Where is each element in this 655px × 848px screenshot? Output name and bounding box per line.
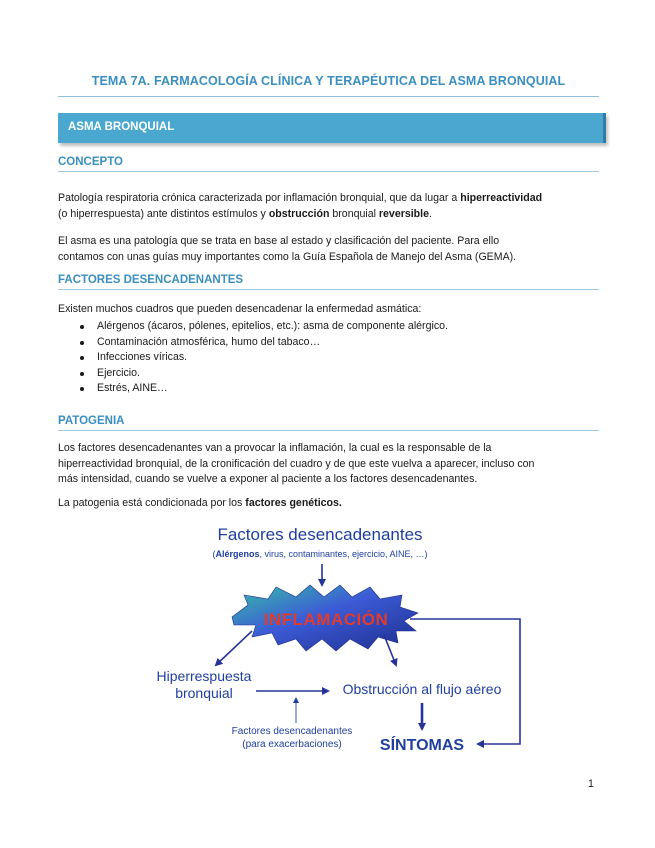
text-run: (	[212, 549, 216, 559]
diagram-top-title: Factores desencadenantes	[217, 525, 423, 544]
factores-intro: Existen muchos cuadros que pueden desencadenar la enfermedad asmática:	[58, 303, 422, 315]
text-run: , virus, contaminantes, ejercicio, AINE, …	[259, 549, 425, 559]
patogenia-paragraph-1	[58, 441, 599, 488]
patogenia-heading: PATOGENIA	[58, 415, 599, 431]
concepto-p1-line-1	[58, 191, 599, 207]
concepto-p2-line-2: contamos con unas guías muy importantes como la Guía Española de Manejo del Asma (GEMA).	[58, 250, 517, 263]
obstruccion-label: Obstrucción al flujo aéreo	[342, 681, 502, 697]
bold-term-factores-geneticos: factores genéticos.	[245, 497, 342, 509]
list-item: Estrés, AINE…	[80, 381, 448, 397]
concepto-paragraph-1	[58, 191, 599, 222]
concepto-p2-line-1: El asma es una patología que se trata en base al estado y clasificación del paciente. Para ello	[58, 235, 500, 247]
text-run: (o hiperrespuesta) ante distintos estímulos y	[58, 207, 269, 220]
patogenia-p1-line-1: Los factores desencadenantes van a provocar la inflamación, la cual es la responsable de la	[58, 442, 492, 454]
document-title: TEMA 7A. FARMACOLOGÍA CLÍNICA Y TERAPÉUTICA DEL ASMA BRONQUIAL	[91, 74, 566, 88]
list-item: Contaminación atmosférica, humo del tabaco…	[80, 335, 448, 351]
text-run: .	[428, 207, 432, 220]
list-item: Ejercicio.	[80, 366, 448, 382]
banner-label: ASMA BRONQUIAL	[68, 121, 175, 133]
text-run: Patología respiratoria crónica caracterizada por inflamación bronquial, que da lugar a	[58, 192, 461, 204]
arrow-to-hiperrespuesta	[216, 631, 252, 665]
factores-list	[80, 319, 448, 397]
exacerbation-label-line-1: Factores desencadenantes	[231, 726, 353, 737]
bold-term-reversible: reversible	[378, 207, 429, 220]
text-run: bronquial	[329, 207, 379, 220]
list-item: Infecciones víricas.	[80, 350, 448, 366]
sintomas-label: SÍNTOMAS	[379, 737, 465, 754]
text-run: La patogenia está condicionada por los	[58, 497, 246, 509]
list-item: Alérgenos (ácaros, pólenes, epitelios, etc.): asma de componente alérgico.	[80, 319, 448, 335]
bold-term-hiperreactividad: hiperreactividad	[460, 192, 543, 204]
diagram-top-subtitle	[212, 549, 427, 559]
hiperrespuesta-label-line-1: Hiperrespuesta	[156, 668, 252, 684]
concepto-heading: CONCEPTO	[58, 156, 599, 172]
patogenia-p1-line-2: hiperreactividad bronquial, de la cronificación del cuadro y de que este vuelva a aparecer, incluso con	[58, 457, 535, 470]
hiperrespuesta-label-line-2: bronquial	[175, 685, 233, 701]
pathogenesis-diagram	[140, 515, 540, 760]
text-run: Alérgenos	[215, 549, 260, 559]
section-banner	[58, 113, 606, 143]
inflammation-label: INFLAMACIÓN	[263, 610, 389, 629]
concepto-p1-line-2	[58, 207, 599, 223]
factores-heading: FACTORES DESENCADENANTES	[58, 274, 599, 290]
page-number: 1	[588, 778, 594, 790]
patogenia-paragraph-2	[58, 496, 599, 512]
bold-term-obstruccion: obstrucción	[268, 207, 330, 220]
concepto-paragraph-2	[58, 234, 599, 265]
title-divider	[58, 96, 599, 97]
patogenia-p1-line-3: más intensidad, cuando se vuelve a exponer al paciente a los factores desencadenantes.	[58, 473, 478, 485]
text-run: )	[424, 549, 428, 559]
exacerbation-label-line-2: (para exacerbaciones)	[242, 739, 342, 750]
